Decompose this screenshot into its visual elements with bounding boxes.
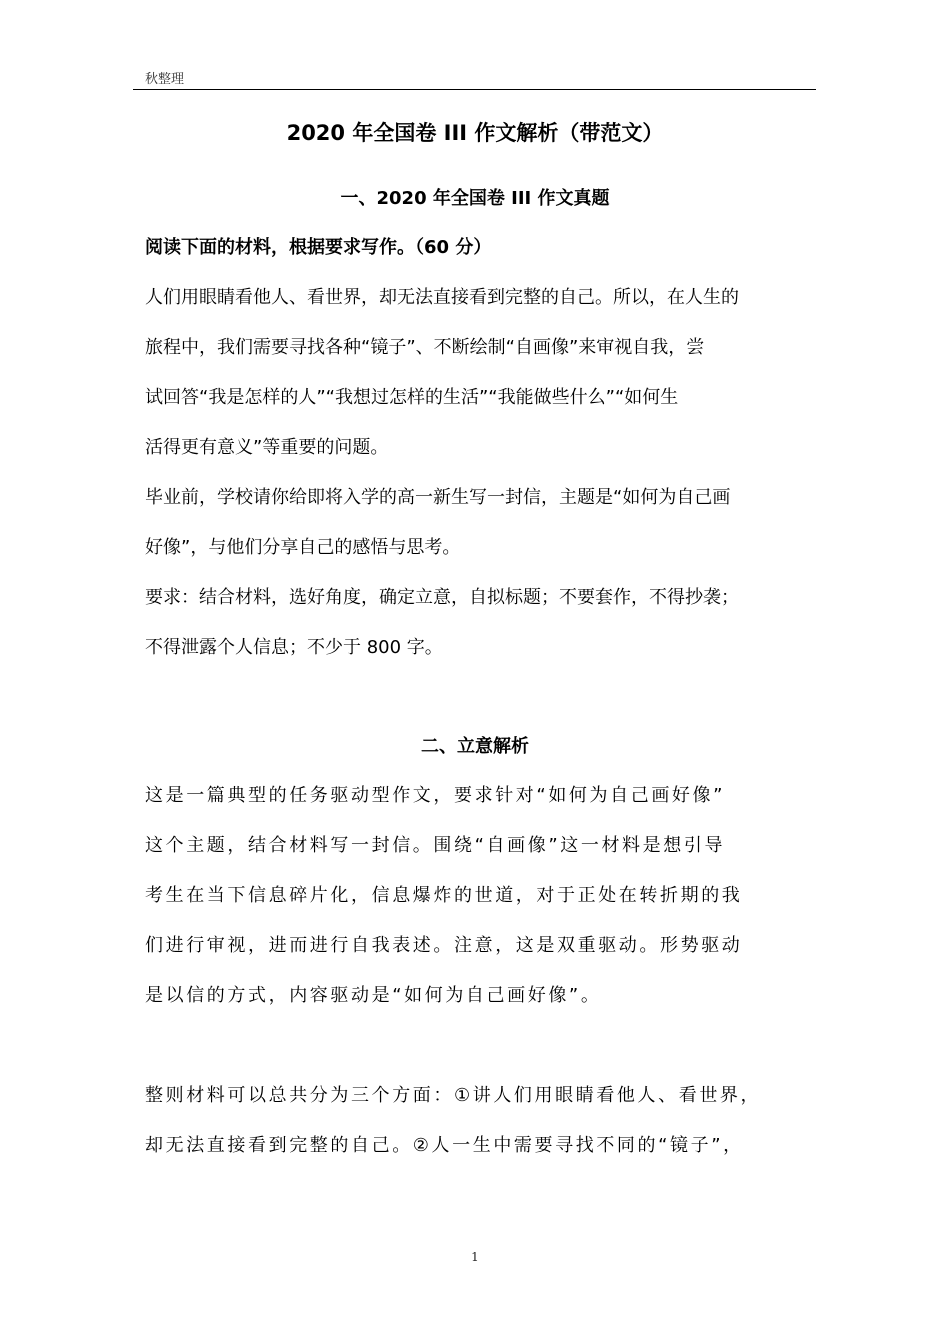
section1-heading: 一、2020 年全国卷 III 作文真题 xyxy=(340,188,610,209)
section1-line: 不得泄露个人信息；不少于 800 字。 xyxy=(145,637,443,658)
section2-para1-line: 这个主题，结合材料写一封信。围绕“自画像”这一材料是想引导 xyxy=(145,835,726,856)
section1-line: 试回答“我是怎样的人”“我想过怎样的生活”“我能做些什么”“如何生 xyxy=(145,387,679,408)
header-divider xyxy=(133,89,816,90)
section1-instruction: 阅读下面的材料，根据要求写作。（60 分） xyxy=(145,237,492,258)
section2-para1-line: 考生在当下信息碎片化，信息爆炸的世道，对于正处在转折期的我 xyxy=(145,885,743,906)
section2-para1-line: 这是一篇典型的任务驱动型作文，要求针对“如何为自己画好像” xyxy=(145,785,726,806)
section1-line: 人们用眼睛看他人、看世界，却无法直接看到完整的自己。所以，在人生的 xyxy=(145,287,739,308)
section1-line: 好像”，与他们分享自己的感悟与思考。 xyxy=(145,537,461,558)
section1-line: 要求：结合材料，选好角度，确定立意，自拟标题；不要套作，不得抄袭； xyxy=(145,587,739,608)
document-title: 2020 年全国卷 III 作文解析（带范文） xyxy=(286,121,664,145)
section1-line: 旅程中，我们需要寻找各种“镜子”、不断绘制“自画像”来审视自我，尝 xyxy=(145,337,705,358)
section2-para2-line: 却无法直接看到完整的自己。②人一生中需要寻找不同的“镜子”， xyxy=(145,1135,744,1156)
section2-para2-line: 整则材料可以总共分为三个方面：①讲人们用眼睛看他人、看世界， xyxy=(145,1085,762,1106)
section2-para1-line: 是以信的方式，内容驱动是“如何为自己画好像”。 xyxy=(145,985,602,1006)
page-number: 1 xyxy=(471,1250,479,1264)
section2-heading: 二、立意解析 xyxy=(421,736,529,757)
section1-line: 毕业前，学校请你给即将入学的高一新生写一封信，主题是“如何为自己画 xyxy=(145,487,731,508)
section2-para1-line: 们进行审视，进而进行自我表述。注意，这是双重驱动。形势驱动 xyxy=(145,935,743,956)
header-organizer: 秋整理 xyxy=(145,72,185,87)
section1-line: 活得更有意义”等重要的问题。 xyxy=(145,437,389,458)
